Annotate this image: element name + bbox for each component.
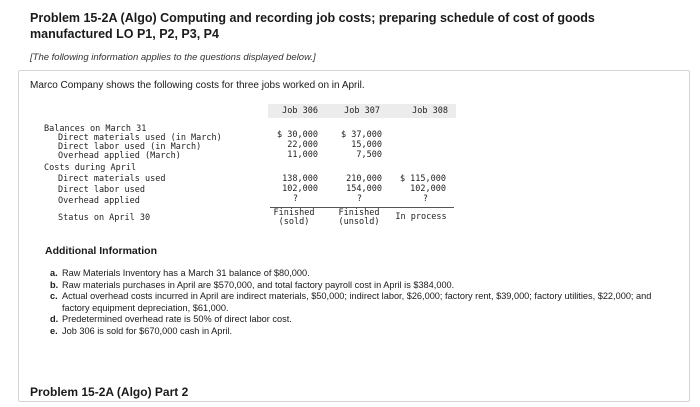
list-item: [50, 291, 660, 314]
header-job-306: Job 306: [282, 106, 318, 116]
list-item-text: Job 306 is sold for $670,000 cash in April.: [62, 325, 233, 336]
j306-dm-april: 138,000: [282, 174, 318, 184]
list-item-text: Actual overhead costs incurred in April are indirect materials, $50,000; indirect labor, $26,000; factory rent, $39,000; factory utilities, $22,000; and factory equipment depreciation, $61,000.: [62, 291, 652, 313]
j308-oh-april: ?: [422, 194, 428, 204]
j307-oh-april: ?: [356, 194, 362, 204]
list-item-text: Raw Materials Inventory has a March 31 balance of $80,000.: [62, 268, 310, 278]
j308-dl-april: 102,000: [410, 184, 446, 194]
problem-panel: [18, 70, 690, 402]
header-job-308: Job 308: [412, 106, 448, 116]
j306-status-line1: Finished: [273, 208, 315, 218]
j306-status-line2: (sold): [278, 217, 310, 227]
j306-oh-march: 11,000: [287, 150, 318, 160]
j307-dl-april: 154,000: [346, 184, 382, 194]
instruction-note: [The following information applies to the questions displayed below.]: [30, 52, 316, 63]
list-item-letter: c.: [50, 291, 58, 301]
list-item-letter: d.: [50, 314, 59, 324]
additional-info-title: Additional Information: [45, 245, 157, 257]
j306-oh-april: ?: [292, 194, 298, 204]
j307-oh-march: 7,500: [356, 150, 382, 160]
intro-text: Marco Company shows the following costs for three jobs worked on in April.: [30, 80, 365, 91]
list-item-letter: b.: [50, 279, 59, 290]
list-item: [50, 326, 660, 338]
j307-status-line2: (unsold): [338, 217, 380, 227]
j308-dm-april: $ 115,000: [399, 174, 446, 184]
header-job-307: Job 307: [344, 106, 380, 116]
additional-info-list: [50, 268, 660, 337]
j307-status-line1: Finished: [338, 208, 380, 218]
j307-dm-march: $ 37,000: [341, 130, 382, 140]
row-label-dl-march: Direct labor used (in March): [58, 142, 202, 152]
list-item-text: Raw materials purchases in April are $570,000, and total factory payroll cost in April is $384,000.: [62, 279, 455, 290]
problem-title: Problem 15-2A (Algo) Computing and recording job costs; preparing schedule of cost of goods manufactured LO P1, P2, P3, P4: [30, 11, 595, 41]
part-title: Problem 15-2A (Algo) Part 2: [30, 385, 189, 399]
list-item: [50, 280, 660, 292]
list-item-letter: a.: [50, 268, 58, 278]
j306-dm-march: $ 30,000: [277, 130, 318, 140]
list-item: [50, 314, 660, 326]
section-march-balances: Balances on March 31: [44, 124, 147, 134]
section-april-costs: Costs during April: [44, 163, 137, 173]
table-rule: [270, 207, 454, 208]
row-label-dm-april: Direct materials used: [58, 174, 166, 184]
list-item: [50, 268, 660, 280]
row-label-oh-april: Overhead applied: [58, 196, 140, 206]
j308-status: In process: [395, 212, 447, 222]
row-label-dm-march: Direct materials used (in March): [58, 133, 222, 143]
row-label-dl-april: Direct labor used: [58, 185, 145, 195]
j307-dm-april: 210,000: [346, 174, 382, 184]
list-item-text: Predetermined overhead rate is 50% of direct labor cost.: [62, 314, 292, 324]
j306-dl-march: 22,000: [287, 140, 318, 150]
row-label-oh-march: Overhead applied (March): [58, 151, 181, 161]
list-item-letter: e.: [50, 325, 58, 336]
j307-dl-march: 15,000: [351, 140, 382, 150]
row-label-status: Status on April 30: [58, 213, 151, 223]
j306-dl-april: 102,000: [282, 184, 318, 194]
